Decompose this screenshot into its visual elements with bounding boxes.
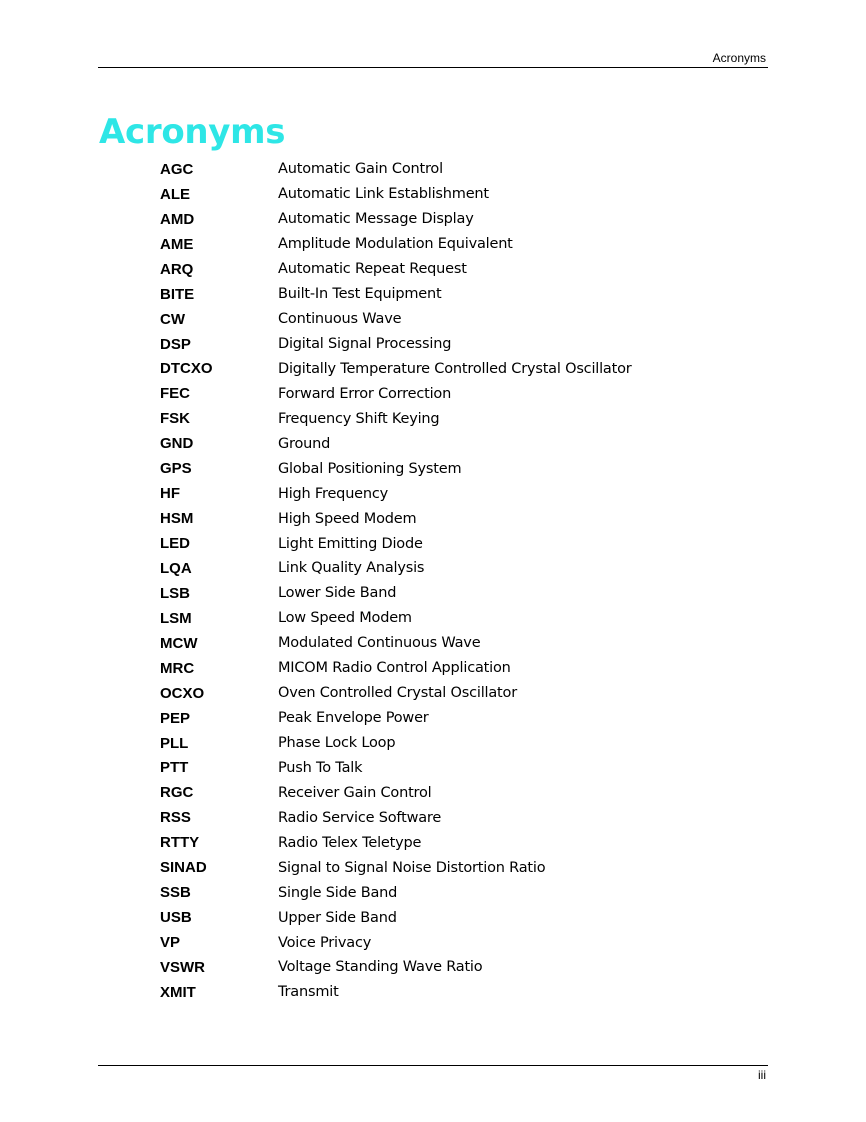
acronym-expansion: Signal to Signal Noise Distortion Ratio [278, 859, 546, 876]
acronym-expansion: High Frequency [278, 485, 389, 502]
acronym-row [160, 631, 632, 656]
acronym-expansion: Automatic Message Display [278, 211, 474, 228]
acronym-abbreviation: VP [160, 934, 181, 952]
acronym-row [160, 681, 632, 706]
acronym-abbreviation: ARQ [160, 260, 194, 278]
header-divider [98, 67, 768, 68]
acronym-abbreviation: LSB [160, 584, 190, 602]
acronym-abbreviation: DTCXO [160, 360, 213, 378]
acronym-abbreviation: PTT [160, 759, 189, 777]
acronym-expansion: Transmit [278, 984, 339, 1001]
page-number: iii [758, 1068, 766, 1082]
acronym-abbreviation: XMIT [160, 983, 196, 1001]
acronym-row [160, 706, 632, 731]
acronym-abbreviation: MRC [160, 659, 195, 677]
acronym-row [160, 406, 632, 431]
acronym-abbreviation: CW [160, 310, 185, 328]
acronym-row [160, 905, 632, 930]
acronym-expansion: Single Side Band [278, 884, 398, 901]
acronym-expansion: Ground [278, 435, 331, 452]
acronym-row [160, 830, 632, 855]
acronym-expansion: Frequency Shift Keying [278, 410, 440, 427]
acronym-row [160, 855, 632, 880]
acronym-row [160, 606, 632, 631]
acronym-expansion: Peak Envelope Power [278, 710, 429, 727]
acronym-abbreviation: RSS [160, 809, 191, 827]
acronym-row [160, 656, 632, 681]
acronym-expansion: Lower Side Band [278, 585, 397, 602]
acronym-row [160, 955, 632, 980]
acronym-row [160, 581, 632, 606]
acronym-abbreviation: ALE [160, 185, 190, 203]
acronym-row [160, 381, 632, 406]
page-title: Acronyms [99, 112, 286, 152]
acronym-abbreviation: BITE [160, 285, 195, 303]
acronym-abbreviation: SSB [160, 884, 191, 902]
acronym-expansion: Voltage Standing Wave Ratio [278, 959, 483, 976]
acronym-row [160, 531, 632, 556]
acronym-row [160, 756, 632, 781]
running-header: Acronyms [712, 51, 766, 65]
acronym-expansion: Amplitude Modulation Equivalent [278, 236, 513, 253]
acronym-expansion: Radio Service Software [278, 809, 442, 826]
acronym-expansion: High Speed Modem [278, 510, 417, 527]
acronym-row [160, 431, 632, 456]
acronym-abbreviation: LED [160, 535, 190, 553]
acronym-abbreviation: MCW [160, 634, 198, 652]
acronym-abbreviation: SINAD [160, 859, 207, 877]
acronym-expansion: Push To Talk [278, 759, 363, 776]
acronym-abbreviation: FEC [160, 385, 190, 403]
acronym-abbreviation: FSK [160, 410, 190, 428]
acronym-abbreviation: VSWR [160, 958, 205, 976]
acronym-expansion: Automatic Gain Control [278, 161, 443, 178]
acronym-abbreviation: GND [160, 435, 194, 453]
acronym-expansion: Built-In Test Equipment [278, 286, 442, 303]
acronym-abbreviation: USB [160, 909, 192, 927]
acronym-expansion: Upper Side Band [278, 909, 397, 926]
acronym-expansion: Voice Privacy [278, 934, 372, 951]
acronym-row [160, 506, 632, 531]
acronym-expansion: Oven Controlled Crystal Oscillator [278, 685, 517, 702]
acronym-row [160, 307, 632, 332]
acronym-list [160, 157, 632, 1005]
acronym-row [160, 780, 632, 805]
acronym-row [160, 456, 632, 481]
acronym-expansion: Link Quality Analysis [278, 560, 425, 577]
acronym-abbreviation: AME [160, 235, 194, 253]
acronym-abbreviation: RTTY [160, 834, 200, 852]
acronym-expansion: Automatic Link Establishment [278, 186, 489, 203]
acronym-expansion: Digitally Temperature Controlled Crystal Oscillator [278, 360, 632, 377]
acronym-abbreviation: AMD [160, 210, 195, 228]
acronym-abbreviation: LQA [160, 559, 192, 577]
acronym-expansion: Radio Telex Teletype [278, 834, 422, 851]
acronym-expansion: Automatic Repeat Request [278, 261, 467, 278]
acronym-abbreviation: PEP [160, 709, 191, 727]
acronym-expansion: Forward Error Correction [278, 385, 452, 402]
acronym-expansion: Phase Lock Loop [278, 735, 396, 752]
footer-divider [98, 1065, 768, 1066]
acronym-abbreviation: GPS [160, 460, 192, 478]
acronym-row [160, 157, 632, 182]
acronym-abbreviation: RGC [160, 784, 194, 802]
acronym-abbreviation: LSM [160, 609, 192, 627]
acronym-abbreviation: AGC [160, 160, 194, 178]
acronym-row [160, 282, 632, 307]
acronym-expansion: MICOM Radio Control Application [278, 660, 511, 677]
acronym-abbreviation: DSP [160, 335, 191, 353]
acronym-row [160, 731, 632, 756]
acronym-row [160, 332, 632, 357]
acronym-row [160, 207, 632, 232]
acronym-abbreviation: OCXO [160, 684, 205, 702]
acronym-row [160, 980, 632, 1005]
acronym-row [160, 805, 632, 830]
acronym-expansion: Digital Signal Processing [278, 336, 452, 353]
acronym-row [160, 232, 632, 257]
acronym-row [160, 357, 632, 382]
acronym-expansion: Modulated Continuous Wave [278, 635, 481, 652]
acronym-expansion: Low Speed Modem [278, 610, 412, 627]
acronym-abbreviation: PLL [160, 734, 189, 752]
acronym-row [160, 481, 632, 506]
acronym-expansion: Receiver Gain Control [278, 784, 432, 801]
acronym-row [160, 556, 632, 581]
acronym-expansion: Light Emitting Diode [278, 535, 423, 552]
acronym-expansion: Global Positioning System [278, 460, 462, 477]
acronym-abbreviation: HSM [160, 510, 194, 528]
acronym-row [160, 182, 632, 207]
acronym-row [160, 930, 632, 955]
acronym-row [160, 257, 632, 282]
acronym-expansion: Continuous Wave [278, 311, 402, 328]
acronym-abbreviation: HF [160, 485, 180, 503]
acronym-row [160, 880, 632, 905]
